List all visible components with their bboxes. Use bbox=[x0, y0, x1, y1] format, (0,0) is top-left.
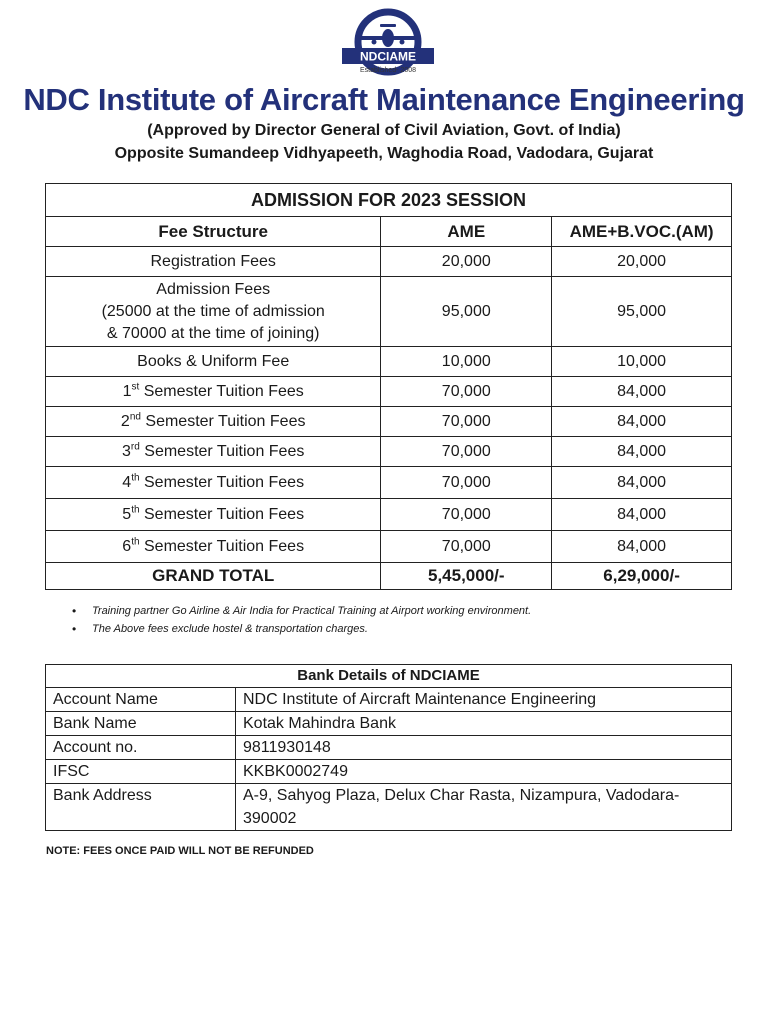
table-row bbox=[46, 712, 732, 736]
fee-bvoc: 10,000 bbox=[552, 347, 732, 377]
bank-value: A-9, Sahyog Plaza, Delux Char Rasta, Nizampura, Vadodara-390002 bbox=[236, 784, 732, 831]
fee-label: Registration Fees bbox=[46, 247, 381, 277]
bank-details-table bbox=[45, 664, 732, 831]
grand-total-bvoc: 6,29,000/- bbox=[552, 563, 732, 590]
fee-ame: 70,000 bbox=[381, 467, 552, 499]
fee-ame: 20,000 bbox=[381, 247, 552, 277]
fee-bvoc: 84,000 bbox=[552, 407, 732, 437]
bank-value: 9811930148 bbox=[236, 736, 732, 760]
fee-bvoc: 84,000 bbox=[552, 377, 732, 407]
fee-label: 2nd Semester Tuition Fees bbox=[46, 407, 381, 437]
bank-table-heading: Bank Details of NDCIAME bbox=[46, 665, 732, 688]
fee-ame: 95,000 bbox=[381, 277, 552, 347]
grand-total-row bbox=[46, 563, 732, 590]
bank-label: IFSC bbox=[46, 760, 236, 784]
address-line: Opposite Sumandeep Vidhyapeeth, Waghodia Road, Vadodara, Gujarat bbox=[114, 145, 654, 162]
admission-line-1: Admission Fees bbox=[156, 280, 271, 298]
list-item: • The Above fees exclude hostel & transportation charges. bbox=[72, 620, 531, 638]
bank-label: Account Name bbox=[46, 688, 236, 712]
bank-label: Bank Name bbox=[46, 712, 236, 736]
table-row bbox=[46, 531, 732, 563]
table-row bbox=[46, 784, 732, 831]
fee-label: 5th Semester Tuition Fees bbox=[46, 499, 381, 531]
table-row bbox=[46, 760, 732, 784]
fee-bvoc: 84,000 bbox=[552, 531, 732, 563]
fee-bvoc: 84,000 bbox=[552, 437, 732, 467]
admission-line-2: (25000 at the time of admission bbox=[101, 302, 325, 320]
fee-bvoc: 84,000 bbox=[552, 499, 732, 531]
fee-ame: 10,000 bbox=[381, 347, 552, 377]
logo-established: Established- 2008 bbox=[359, 67, 417, 74]
fee-bvoc: 95,000 bbox=[552, 277, 732, 347]
table-row bbox=[46, 377, 732, 407]
notes-list bbox=[72, 602, 531, 638]
bank-value: NDC Institute of Aircraft Maintenance Engineering bbox=[236, 688, 732, 712]
logo-text: NDCIAME bbox=[360, 49, 416, 64]
grand-total-label: GRAND TOTAL bbox=[46, 563, 381, 590]
approval-line: (Approved by Director General of Civil Aviation, Govt. of India) bbox=[147, 122, 621, 139]
table-row bbox=[46, 347, 732, 377]
fee-label: 3rd Semester Tuition Fees bbox=[46, 437, 381, 467]
column-header-ame-bvoc: AME+B.VOC.(AM) bbox=[552, 217, 732, 247]
fee-ame: 70,000 bbox=[381, 407, 552, 437]
column-header-ame: AME bbox=[381, 217, 552, 247]
fee-structure-table bbox=[45, 183, 732, 590]
admission-line-3: & 70000 at the time of joining) bbox=[106, 324, 320, 342]
page-title: NDC Institute of Aircraft Maintenance Engineering bbox=[23, 82, 745, 117]
fee-table-heading: ADMISSION FOR 2023 SESSION bbox=[46, 184, 732, 217]
grand-total-ame: 5,45,000/- bbox=[381, 563, 552, 590]
table-row bbox=[46, 407, 732, 437]
fee-ame: 70,000 bbox=[381, 437, 552, 467]
fee-label bbox=[46, 277, 381, 347]
table-row bbox=[46, 736, 732, 760]
fee-ame: 70,000 bbox=[381, 531, 552, 563]
table-row bbox=[46, 467, 732, 499]
fee-ame: 70,000 bbox=[381, 499, 552, 531]
fee-label: 1st Semester Tuition Fees bbox=[46, 377, 381, 407]
fee-label: Books & Uniform Fee bbox=[46, 347, 381, 377]
bank-value: KKBK0002749 bbox=[236, 760, 732, 784]
fee-bvoc: 84,000 bbox=[552, 467, 732, 499]
refund-note: NOTE: FEES ONCE PAID WILL NOT BE REFUNDED bbox=[46, 845, 314, 857]
table-row bbox=[46, 499, 732, 531]
bank-label: Account no. bbox=[46, 736, 236, 760]
fee-label: 6th Semester Tuition Fees bbox=[46, 531, 381, 563]
fee-ame: 70,000 bbox=[381, 377, 552, 407]
fee-bvoc: 20,000 bbox=[552, 247, 732, 277]
list-item: • Training partner Go Airline & Air India for Practical Training at Airport working environment. bbox=[72, 602, 531, 620]
column-header-fee-structure: Fee Structure bbox=[46, 217, 381, 247]
table-row bbox=[46, 688, 732, 712]
table-row bbox=[46, 277, 732, 347]
bank-value: Kotak Mahindra Bank bbox=[236, 712, 732, 736]
bank-label: Bank Address bbox=[46, 784, 236, 831]
table-row bbox=[46, 437, 732, 467]
fee-label: 4th Semester Tuition Fees bbox=[46, 467, 381, 499]
table-row bbox=[46, 247, 732, 277]
